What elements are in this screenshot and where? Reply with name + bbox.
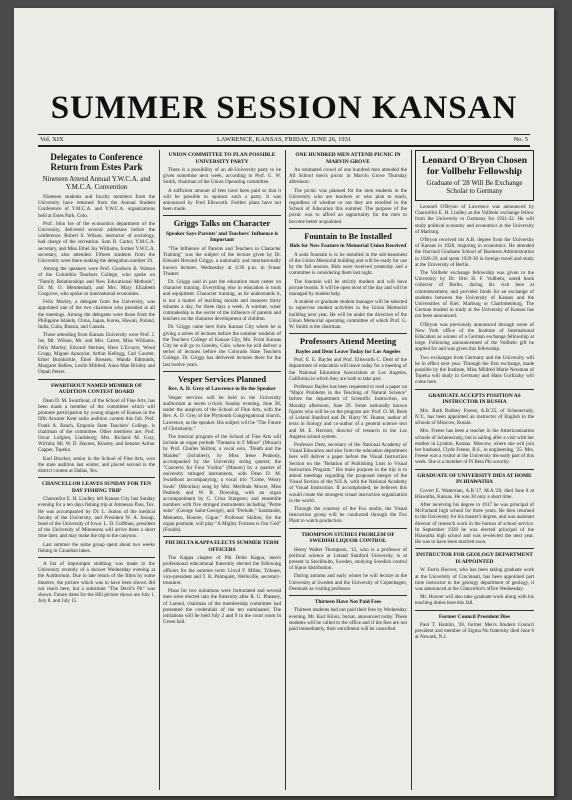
article-paragraph: Last summer the same group spent about two weeks fishing in Canadian lakes.	[38, 541, 155, 554]
subheadline: Graduate of '28 Will Be Exchange Scholar to Germany	[426, 179, 523, 195]
article-paragraph: Mrs. Ruth Rodney Freese, A.B.'25, of Schenectady, N.Y., has been appointed an instructor of English in the schools of Moscow, Russia.	[415, 407, 534, 427]
subheadline: Bayles and Dent Leave Today for Los Angeles	[295, 348, 401, 355]
article-paragraph: Chancellor E. H. Lindley left Kansas City last Sunday evening for a ten days fishing trip at Amnesan Pass, Tex. He was accompanied by Dr. L. Sutton of the medical faculty of the University, and President W. A. Jessup, head of the University of Iowa. L. D. Coffman, president of the University of Minnesota will arrive there a short time later, and may make the trip to the canyons.	[38, 496, 155, 540]
columns	[38, 150, 534, 790]
divider	[289, 228, 407, 229]
article-paragraph: Among the speakers were Prof. Goodwin B. Watson of the Columbia Teachers College, who spoke on "Family Relationships and New Educational Methods", Dr. M. O. Mendenhall, and Mrs. Mary Elizabeth Cosgrove, who spoke on international economies.	[38, 266, 155, 298]
volume-label: Vol. XIX	[40, 136, 64, 143]
article-paragraph: A student or graduate student manager will be selected to supervise student activities in the Union Memorial building next year. He will be under the direction of the Union Memorial operating committee of which Prof. G. W. Smith is the chairman.	[289, 299, 407, 331]
column-rule	[285, 150, 286, 790]
article-paragraph: Paul T. Hamlin, '28, former Men's Student Council president and member of Sigma Nu fraternity died June 6 at Newark, N.J.	[415, 622, 534, 641]
article-paragraph: Nineteen students and faculty members from the University have returned from the Annual Student Conference of Y.M.C.A. and Y.W.C.A. organizations held at Estes Park, Colo.	[38, 194, 155, 219]
article-paragraph: Vesper services will be held in the University auditorium at seven o'clock Sunday evening, June 28, under the auspices of the School of Fine Arts, with the Rev. A. D. Grey of the Plymouth Congregational church, Lawrence, as the speaker. His subject will be "The Future of Christianity."	[163, 394, 281, 432]
headline: INSTRUCTOR FOR GEOLOGY DEPARTMENT IS APPOINTED	[416, 552, 533, 565]
article-paragraph: Mrs. Freese has been a teacher in the Americanization schools of Schenectady, but is sailing after a visit with her mother in Lyndon, Kansas. Moscow, where she will join her husband, Clyde Freese, B.S., in engineering, '25. Mrs. Freese was a visitor at the University the early part of this week. She is a member of Pi Beta Phi sorority.	[415, 428, 534, 466]
feature-box	[415, 150, 534, 201]
divider	[289, 333, 407, 334]
headline: PHI DELTA KAPPA ELECTS SUMMER TERM OFFICERS	[165, 540, 279, 553]
headline: Professors Attend Meeting	[299, 336, 397, 347]
subheadline: Bids for New Feature in Memorial Union Received	[289, 243, 407, 250]
article-paragraph: Dean D. M. Swarthout, of the School of Fine Arts, has been made a member of the committee which will promote participation by young singers of Kansas in the fifth Atwater Kent radio audition contest this fall. Prof. Frank A. Beach, Emporia State Teachers' College, is chairman of the committee. Other members are: Prof. Oscar Lofgren, Lindsborg; Mrs. Richard M. Gray, Wichita; Mr. W. D. Haynes, Kinsley, and Senator Arthur Capper, Topeka.	[38, 397, 155, 454]
headline: Fountain to Be Installed	[304, 230, 392, 241]
article-paragraph: An estimated crowd of one hundred men attended the All School men's picnic in Marvin Grove Thursday afternoon.	[289, 167, 407, 186]
article-paragraph: Plans for two initiations were formulated and several men were elected into the fraternity after R. U. Pheasey, of Larned, chairman of the membership committee had presented the credentials of the ten nominated. The initiations will be held July 2 and 9 in the court room in Green hall.	[163, 588, 281, 626]
headline: ONE HUNDRED MEN ATTEND PICNIC IN MARVIN GROVE	[295, 152, 401, 165]
article-paragraph: Thirteen students had not paid their fees by Wednesday evening, Mr. Karl Klooz, bursar, announced today. These students will be called to the office and if the fees are not paid immediately, their enrollment will be cancelled.	[289, 607, 407, 633]
article-paragraph: The Kappa chapter of Phi Delta Kappa, men's professional educational fraternity elected the following officers for the summer term: Lloyd F. Miller, Tribune, vice-president and T. R. Palmquist, Wellsville, secretary-treasurer.	[163, 555, 281, 587]
article-paragraph: During autumn and early winter he will lecture at the University at Sweden and the University of Copenhagen, Denmark as visiting professor.	[289, 573, 407, 592]
divider	[415, 610, 534, 611]
article-paragraph: Through the courtesy of the Fox studio, the Visual Instruction group will be conducted through the Fox Plant to watch production.	[289, 505, 407, 525]
column-2	[163, 150, 281, 790]
article-paragraph: The musical program of the School of Fine Arts will include an organ prelude "Fantasia in F Minor" (Mozart) by Prof. Charles Skilton; a vocal solo, "Death and the Maiden" (Schubert), by Miss Irene Peabody, accompanied by the University string quartet; the "Concerto for Four Violins" (Maurer) by a quartet of university stringed instruments, with Dean D. M. Swarthout accompanying; a vocal trio "Come, Weary Souls" (Mourlan) sung by Mrs. Merlinde Moore, Miss Peabody and W. B. Downing, with an organ accompaniment by C. Crisa Sturgeon; and ensemble numbers with five stringed instruments including "Petite suite" (George Saint-George), and "Prelude," Sarabande, Menuetto, Bourée, Gigue." Professor Skilton, for the organ postlude, will play "A Mighty Fortress is Our God" (Foulds).	[163, 434, 281, 534]
article-paragraph: Prof. John Ise of the economics department of the University, delivered several addresses before the conference. Robert S. Wilson, instructor of sociology, had charge of the recreation. Sam B. Carter, Y.M.C.A. secretary, and Miss Ethel Joy Williams, former Y.W.C.A. secretary, also attended. Fifteen students from the University were there making the delegation number 19.	[38, 220, 155, 265]
article-paragraph: O'Bryon received his A.B. degree from the University of Kansas in 1928, majoring in economics. He attended the Harvard Graduate School of Business Administration in 1928-29, and spent 1929-30 in foreign travel and study at the University of Berlin.	[415, 237, 534, 268]
divider	[163, 536, 281, 537]
headline: THOMPSON STUDIES PROBLEM OF SWEDISH LIQUOR CONTROL	[301, 531, 395, 545]
divider	[38, 379, 155, 380]
article-paragraph: Leonard O'Bryon of Lawrence was announced by Chancellor E. H. Lindley as the Vollbehr exchange fellow from the University to Germany for 1931-32. He will study political economy and economics at the University of Marburg.	[415, 204, 534, 235]
article-paragraph: Henry Walter Thompson, '13, who is a professor of political science at Leland Stanford University, is at present in Stockholm, Sweden, studying Swedish control of liquor distribution.	[289, 546, 407, 572]
column-1	[38, 150, 155, 790]
headline: SWARTHOUT NAMED MEMBER OF AUDITION CONTEST BOARD	[50, 382, 143, 396]
article-paragraph: "The Influence of Parents and Teachers in Character Training" was the subject of the lecture given by Dr. Edward Howard Griggs, a nationally and internationally known lecturer, Wednesday at 4:30 p.m. in Fraser Theater.	[163, 245, 281, 277]
article-paragraph: W. Farris Hoover, who has been taking graduate work at the University of Cincinnati, has been appointed part time instructor in the geology department of geology, it was announced at the Chancellor's office Wednesday.	[415, 567, 534, 592]
column-3	[289, 150, 407, 790]
column-4	[415, 150, 534, 790]
article-paragraph: There is a possibility of an all-University party to be given sometime next week, according to Prof. G. W. Smith, chairman of the Union Operating committee.	[163, 167, 281, 186]
article-paragraph: Professor Bayles has been requested to read a paper on "Major Problems in the Teaching of Natural Science" before the department of Scientific Instruction, on Monday afternoon, June 29. Some nationally known figures who will be on the program are: Prof. O. M. Bush of Leland Stanford and Dr. Harry W. Hunter, author of texts in biology and co-author of a general science text and M. E. Herriott, director of research in the Los Angeles school system.	[289, 384, 407, 440]
divider	[163, 371, 281, 372]
place-date: LAWRENCE, KANSAS, FRIDAY, JUNE 26, 1931	[216, 136, 352, 143]
headline: Griggs Talks on Character	[173, 218, 271, 229]
headline: CHANCELLOR LEAVES SUNDAY FOR TEN DAY FISHING TRIP	[41, 481, 152, 494]
subheadline: Nineteen Attend Annual Y.W.C.A. and Y.M.C.A. Convention	[42, 175, 151, 191]
article-paragraph: Dr. Griggs came here from Kansas City where he is giving a series of lectures before the summer students of the Teachers College of Kansas City, Mo. From Kansas City he will go to Greeley, Colo. where he will deliver a series of lectures before the Colorado State Teachers College. Dr. Griggs has delivered lectures there for the last twelve years.	[163, 324, 281, 368]
masthead-title: SUMMER SESSION KANSAN	[50, 90, 518, 126]
subheadline: Rev. A. D. Grey of Lawrence to Be the Speaker	[168, 386, 276, 393]
headline: UNION COMMITTEE TO PLAN POSSIBLE UNIVERSITY PARTY	[168, 152, 276, 165]
article-paragraph: Dr. Griggs said in part the education must center on character training. Everything else in education is tools and equipment. Character training, as he understands it, is not a matter of teaching morals and manners thirty minutes a day, for three days a week. A warmer, wiser comradeship is the secret of the influence of parents and teachers on the character development of children.	[163, 278, 281, 323]
column-rule	[411, 150, 412, 790]
headline: GRADUATE OF UNIVERSITY DIES AT HOME IN HIAWATHA	[417, 472, 532, 486]
article-paragraph: Mr. Hoover will also take graduate work along with his teaching duties here this fall.	[415, 594, 534, 607]
headline: Leonard O'Bryon Chosen for Vollbehr Fellowship	[421, 156, 528, 177]
divider	[38, 477, 155, 478]
article-paragraph: Those attending from Kansas University were Prof. J. Ise, Mr. Wilson, Mr. and Mrs. Carter, Miss Williams, Felix Morley, Edward Hermes, Hero L'Ecuyer, Wood Cropp, Miguel Apuoylar, Arthur Kellogg, Carl Courter, Ethel Burnbickle, Ethel Bressen, Wanda Edmunds, Margaret Bellew, Leslie Mildred, Anna Mae Brinley and Orpah Peters.	[38, 332, 155, 376]
article-paragraph: A list of impromptu stubbing was made in the University recently of a shower Wednesday evening at the Auditorium. Due to late return of the films by some theatres, the picture which was to have been shown did not reach here, but a substitute "The Devil's Pit" was shown. Future dates for the Hill picture shows are July 1, July 8, and July 15.	[38, 560, 155, 605]
dateline	[38, 134, 530, 147]
article-paragraph: O'Bryon was previously announced through some of New York office of the Institute of International Education as winner of a German exchange fellowship at large. Following announcement of the Vollbehr gift he applied for and was given this fellowship.	[415, 321, 534, 353]
headline: Vesper Services Planned	[177, 373, 267, 384]
article-paragraph: The Vollbehr exchange fellowship was given to the University by Dr. Otto H. F. Vollbehr, noted book collector of Berlin, during his visit here at commencement, and provides funds for an exchange of students between the University of Kansas and the Universities of Kiel, Marburg or Charlottenburg. The German student to study at the University of Kansas has not been announced.	[415, 270, 534, 320]
headline: Thirteen Have Not Paid Fees	[314, 598, 382, 605]
divider	[289, 528, 407, 529]
article-paragraph: Prof. E. E. Bayles and Prof. Ellsworth C. Dent of the department of education will leave today for a meeting of the National Education Association at Los Angeles, California in which they are both to take part.	[289, 357, 407, 382]
article-paragraph: The picnic was planned for the men students in the University who are teachers or who plan to teach, regardless of whether or not they are enrolled in the School of Education this summer. The purpose of the picnic was to afford an opportunity for the men to become better acquainted.	[289, 187, 407, 225]
article-paragraph: Professor Dent, secretary of the National Academy of Visual Education and also from the education department here will deliver a paper before the Visual Instruction Section on the "Relation of Publishing Lists to Visual Instruction Program." His main purpose in the trip is to attend meetings regarding the proposed merger of the Visual Section of the N.E.A. with the National Academy of Visual Instruction. If accomplished, he believes this would create the strongest visual instruction organization in the world.	[289, 441, 407, 504]
article-paragraph: Felix Morley, a delegate from the University, was appointed one of the two chairmen who presided at all the meetings. Among the delegates were those from the Philippine Islands, China, Japan, Korea, Hawaii, Poland, India, Cuba, Russia, and Canada.	[38, 299, 155, 331]
divider	[163, 215, 281, 216]
article-paragraph: A soda fountain is to be installed in the sub-basement of the Union Memorial building and will be ready for use by the fall session. Bids were received yesterday and a committee is considering them last night.	[289, 251, 407, 277]
column-rule	[159, 150, 160, 790]
divider	[415, 469, 534, 470]
headline: GRADUATE ACCEPTS POSITION AS INSTRUCTOR IN RUSSIA	[428, 392, 521, 406]
headline: Former Council President Dies	[438, 613, 511, 620]
headline: Delegates to Conference Return from Estes Park	[50, 152, 143, 172]
article-paragraph: Covert E. Waterman, A.B.'17, M.A.'28, died June 8 at Hiawatha, Kansas. He was 38 only a short time.	[415, 487, 534, 500]
divider	[415, 389, 534, 390]
article-paragraph: Two exchanges from Germany and the University will be in effect next year. Through the first exchange, made possible by the Institute, Miss Mildred Marie Newman of Topeka will study in Germany and Hans Gorlizzky will come here.	[415, 354, 534, 386]
article-paragraph: A sufficient amount of fees have been paid so that it will be possible to sponsor such a party. It was announced by Fred Ellsworth. Further plans have not been made.	[163, 187, 281, 213]
article-paragraph: After receiving his degree in 1917 he was principal of McFarland high school for three years. He then returned to the University for his master's degree, and was assistant director of research work in the bureau of school service. In September 1928 he was elected principal of the Hiawatha high school and was re-elected the next year. He was to have been married soon.	[415, 501, 534, 546]
issue-number: No. 5	[513, 136, 528, 143]
article-paragraph: Karl Brucher, senior in the School of Fine Arts, won the state audition last winter, and placed second in the district contest at Dallas, Tex.	[38, 455, 155, 474]
divider	[289, 595, 407, 596]
newspaper-page	[14, 8, 554, 796]
divider	[38, 557, 155, 558]
divider	[415, 548, 534, 549]
subheadline: Speaker Says Parents' and Teachers' Influence is Important	[165, 230, 279, 244]
article-paragraph: The fountain will be strictly modern and will have private booths. It will be open most of the day and will be managed by student help.	[289, 278, 407, 298]
